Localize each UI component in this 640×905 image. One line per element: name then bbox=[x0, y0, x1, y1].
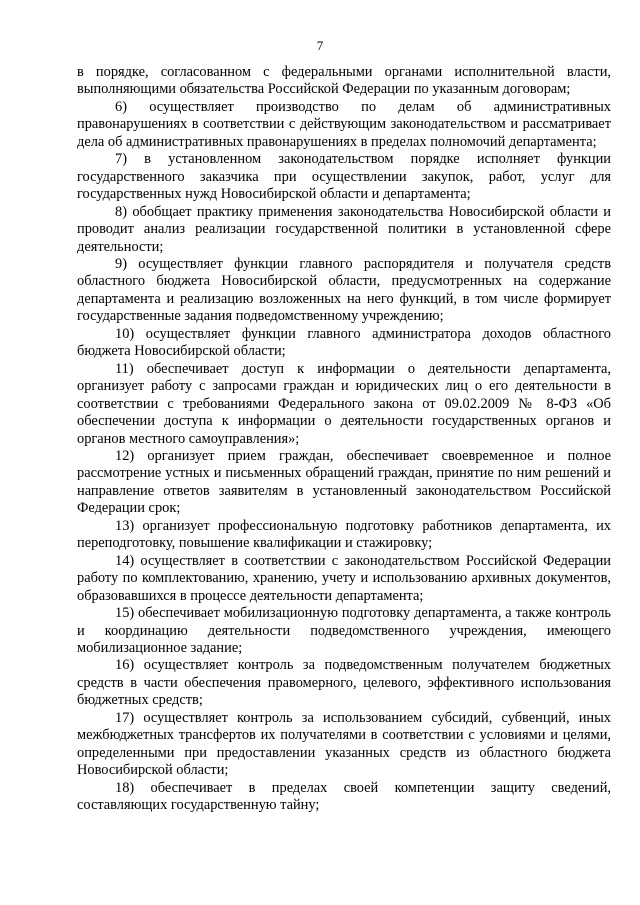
paragraph-item-7: 7) в установленном законодательством порядке исполняет функции государственного заказчика при осуществлении закупок, работ, услуг для государственных нужд Новосибирской области и департамента; bbox=[77, 151, 611, 203]
paragraph-item-11: 11) обеспечивает доступ к информации о деятельности департамента, организует работу с запросами граждан и юридических лиц о его деятельности в соответствии с требованиями Федерального закона от 09.02.2009 № 8-ФЗ «Об обеспечении доступа к информации о деятельности государственных органов и органов местного самоуправления»; bbox=[77, 360, 611, 447]
paragraph-item-18: 18) обеспечивает в пределах своей компетенции защиту сведений, составляющих государственную тайну; bbox=[77, 779, 611, 814]
paragraph-item-17: 17) осуществляет контроль за использованием субсидий, субвенций, иных межбюджетных трансфертов их получателями в соответствии с условиями и целями, определенными при предоставлении указанных средств из областного бюджета Новосибирской области; bbox=[77, 709, 611, 779]
paragraph-item-16: 16) осуществляет контроль за подведомственным получателем бюджетных средств в части обеспечения правомерного, целевого, эффективного использования бюджетных средств; bbox=[77, 657, 611, 709]
document-body bbox=[77, 64, 611, 814]
paragraph-item-10: 10) осуществляет функции главного администратора доходов областного бюджета Новосибирской области; bbox=[77, 325, 611, 360]
paragraph-item-14: 14) осуществляет в соответствии с законодательством Российской Федерации работу по комплектованию, хранению, учету и использованию архивных документов, образовавшихся в процессе деятельности департамента; bbox=[77, 552, 611, 604]
paragraph-item-13: 13) организует профессиональную подготовку работников департамента, их переподготовку, повышение квалификации и стажировку; bbox=[77, 517, 611, 552]
paragraph-item-6: 6) осуществляет производство по делам об административных правонарушениях в соответствии с действующим законодательством и рассматривает дела об административных правонарушениях в пределах полномочий департамента; bbox=[77, 98, 611, 150]
paragraph-item-12: 12) организует прием граждан, обеспечивает своевременное и полное рассмотрение устных и письменных обращений граждан, принятие по ним решений и направление ответов заявителям в установленный законодательством Российской Федерации срок; bbox=[77, 447, 611, 517]
paragraph-continuation: в порядке, согласованном с федеральными органами исполнительной власти, выполняющими обязательства Российской Федерации по указанным договорам; bbox=[77, 64, 611, 98]
paragraph-item-9: 9) осуществляет функции главного распорядителя и получателя средств областного бюджета Новосибирской области, предусмотренных на содержание департамента и реализацию возложенных на него функций, в том числе формирует государственные задания подведомственному учреждению; bbox=[77, 255, 611, 325]
paragraph-item-15: 15) обеспечивает мобилизационную подготовку департамента, а также контроль и координацию деятельности подведомственного учреждения, имеющего мобилизационное задание; bbox=[77, 605, 611, 656]
paragraph-item-8: 8) обобщает практику применения законодательства Новосибирской области и проводит анализ реализации государственной политики в установленной сфере деятельности; bbox=[77, 203, 611, 255]
page-number: 7 bbox=[316, 38, 324, 53]
